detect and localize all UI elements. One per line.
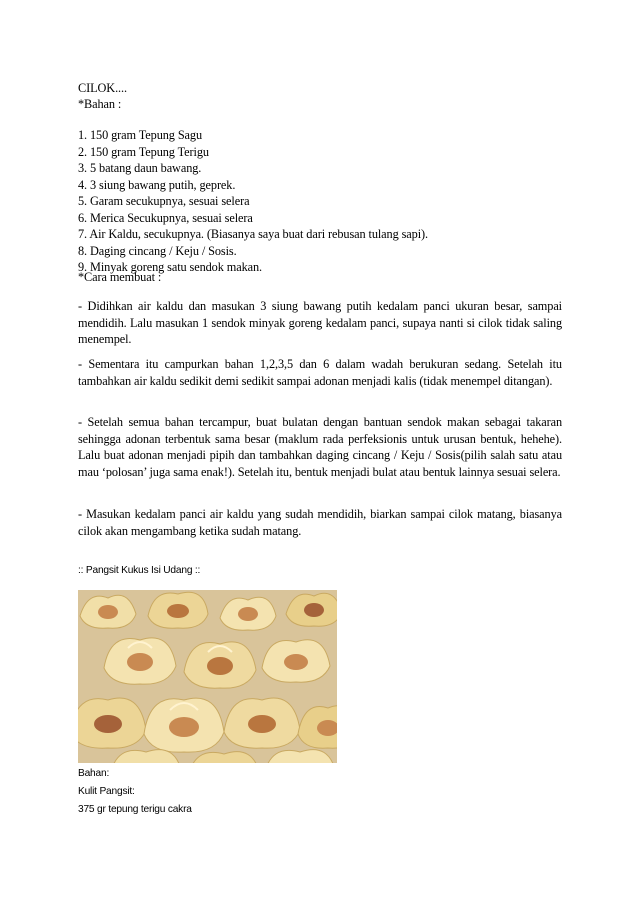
ingredient-list [78, 127, 562, 276]
ingredients-heading: *Bahan : [78, 97, 122, 111]
list-item: 3. 5 batang daun bawang. [78, 161, 202, 175]
list-item: 6. Merica Secukupnya, sesuai selera [78, 210, 253, 225]
list-item: 5. Garam secukupnya, sesuai selera [78, 194, 250, 208]
list-item: 2. 150 gram Tepung Terigu [78, 144, 209, 159]
section-title: :: Pangsit Kukus Isi Udang :: [78, 565, 201, 576]
recipe-title: CILOK.... [78, 81, 127, 95]
method-step: - Didihkan air kaldu dan masukan 3 siung bawang putih kedalam panci ukuran besar, sampai mendidih. Lalu masukan 1 sendok minyak goreng kedalam panci, supaya nanti si cilok tidak saling menempel. [78, 299, 562, 346]
list-item: 8. Daging cincang / Keju / Sosis. [78, 243, 237, 258]
method-step: - Setelah semua bahan tercampur, buat bulatan dengan bantuan sendok makan sebagai takaran sehingga adonan terbentuk sama besar (maklum rada perfeksionis untuk urusan bentuk, hehehe). Lalu buat adonan menjadi pipih dan tambahkan daging cincang / Keju / Sosis(pilih salah satu atau mau ‘polosan’ juga sama enak!). Setelah itu, bentuk menjadi bulat atau bentuk lainnya sesuai selera. [78, 415, 562, 479]
method-step: - Masukan kedalam panci air kaldu yang sudah mendidih, biarkan sampai cilok matang, biasanya cilok akan mengambang ketika sudah matang. [78, 507, 562, 538]
method-step: - Sementara itu campurkan bahan 1,2,3,5 dan 6 dalam wadah berukuran sedang. Setelah itu tambahkan air kaldu sedikit demi sedikit sampai adonan menjadi kalis (tidak menempel ditangan). [78, 357, 562, 388]
list-item: 1. 150 gram Tepung Sagu [78, 128, 203, 142]
list-item: 9. Minyak goreng satu sendok makan. [78, 260, 262, 274]
dumpling-photo [78, 590, 337, 763]
list-item: 7. Air Kaldu, secukupnya. (Biasanya saya buat dari rebusan tulang sapi). [78, 227, 428, 241]
wrapper-heading: Kulit Pangsit: [78, 786, 135, 797]
pangsit-ingredients-heading: Bahan: [78, 768, 110, 779]
list-item: 375 gr tepung terigu cakra [78, 804, 192, 815]
list-item: 4. 3 siung bawang putih, geprek. [78, 177, 236, 192]
method-heading: *Cara membuat : [78, 270, 162, 284]
steamed-dumplings-image [78, 590, 337, 763]
